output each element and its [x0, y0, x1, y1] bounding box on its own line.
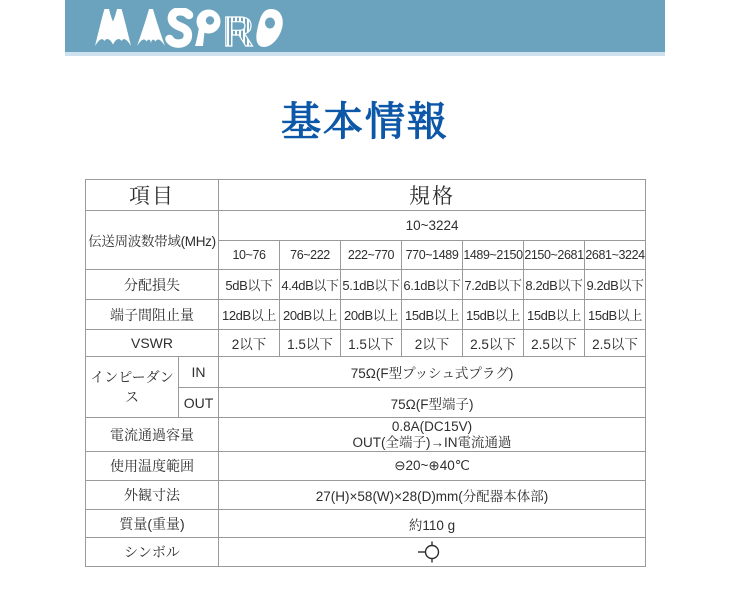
- impedance-out-label: OUT: [179, 388, 219, 418]
- table-row-current-capacity: [86, 418, 646, 452]
- row-label-impedance: インピーダンス: [86, 357, 179, 418]
- spec-value: 8.2dB以下: [524, 270, 585, 300]
- spec-value: 6.1dB以下: [402, 270, 463, 300]
- spec-value: 7.2dB以下: [463, 270, 524, 300]
- logo-text: [65, 0, 66, 1]
- spec-value: 15dB以上: [524, 300, 585, 330]
- impedance-in-value: 75Ω(F型プッシュ式プラグ): [219, 357, 646, 388]
- row-label-isolation: 端子間阻止量: [86, 300, 219, 330]
- table-row-vswr: [86, 330, 646, 357]
- impedance-out-value: 75Ω(F型端子): [219, 388, 646, 418]
- row-label-current-capacity: 電流通過容量: [86, 418, 219, 452]
- brand-band: [65, 0, 665, 52]
- table-row-impedance-in: [86, 357, 646, 388]
- current-capacity-line1: 0.8A(DC15V): [391, 418, 473, 434]
- maspro-logo-icon: [95, 8, 285, 48]
- row-label-weight: 質量(重量): [86, 510, 219, 538]
- table-header-row: [86, 180, 646, 211]
- frequency-overall-value: 10~3224: [219, 211, 646, 241]
- spec-table: [85, 179, 646, 567]
- page-title: 基本情報: [281, 100, 449, 144]
- spec-value: 20dB以上: [280, 300, 341, 330]
- spec-value: 5dB以下: [219, 270, 280, 300]
- spec-value: 15dB以上: [585, 300, 646, 330]
- table-row-distribution-loss: [86, 270, 646, 300]
- row-label-dimensions: 外観寸法: [86, 481, 219, 510]
- band-header: 770~1489: [402, 241, 463, 270]
- band-header: 1489~2150: [463, 241, 524, 270]
- table-row-operating-temp: [86, 452, 646, 481]
- table-row-isolation: [86, 300, 646, 330]
- logo-letter-r: R: [223, 8, 254, 48]
- symbol-cell: [219, 538, 646, 567]
- impedance-in-label: IN: [179, 357, 219, 388]
- spec-value: 20dB以上: [341, 300, 402, 330]
- spec-value: 2.5以下: [585, 330, 646, 357]
- row-label-frequency: 伝送周波数帯域(MHz): [86, 211, 219, 270]
- table-row-weight: [86, 510, 646, 538]
- table-row-symbol: [86, 538, 646, 567]
- row-label-operating-temp: 使用温度範囲: [86, 452, 219, 481]
- band-header: 222~770: [341, 241, 402, 270]
- spec-value: 9.2dB以下: [585, 270, 646, 300]
- spec-value: 2以下: [402, 330, 463, 357]
- spec-value: 15dB以上: [463, 300, 524, 330]
- table-row-dimensions: [86, 481, 646, 510]
- weight-value: 約110 g: [219, 510, 646, 538]
- band-header: 76~222: [280, 241, 341, 270]
- current-capacity-line2: OUT(全端子)→IN電流通過: [352, 434, 512, 450]
- spec-value: 12dB以上: [219, 300, 280, 330]
- spec-value: 2.5以下: [524, 330, 585, 357]
- spec-value: 15dB以上: [402, 300, 463, 330]
- operating-temp-value: ⊖20~⊕40℃: [219, 452, 646, 481]
- spec-value: 1.5以下: [341, 330, 402, 357]
- band-header: 10~76: [219, 241, 280, 270]
- dimensions-value: 27(H)×58(W)×28(D)mm(分配器本体部): [219, 481, 646, 510]
- row-label-vswr: VSWR: [86, 330, 219, 357]
- splitter-symbol-icon: [417, 540, 447, 564]
- spec-value: 2.5以下: [463, 330, 524, 357]
- table-row-frequency: [86, 211, 646, 241]
- current-capacity-value: [219, 418, 646, 452]
- spec-value: 2以下: [219, 330, 280, 357]
- row-label-symbol: シンボル: [86, 538, 219, 567]
- column-header-spec: 規格: [219, 180, 646, 211]
- spec-value: 1.5以下: [280, 330, 341, 357]
- column-header-item: 項目: [86, 180, 219, 211]
- band-underline: [65, 52, 665, 56]
- band-header: 2150~2681: [524, 241, 585, 270]
- row-label-distribution-loss: 分配損失: [86, 270, 219, 300]
- spec-value: 5.1dB以下: [341, 270, 402, 300]
- spec-value: 4.4dB以下: [280, 270, 341, 300]
- band-header: 2681~3224: [585, 241, 646, 270]
